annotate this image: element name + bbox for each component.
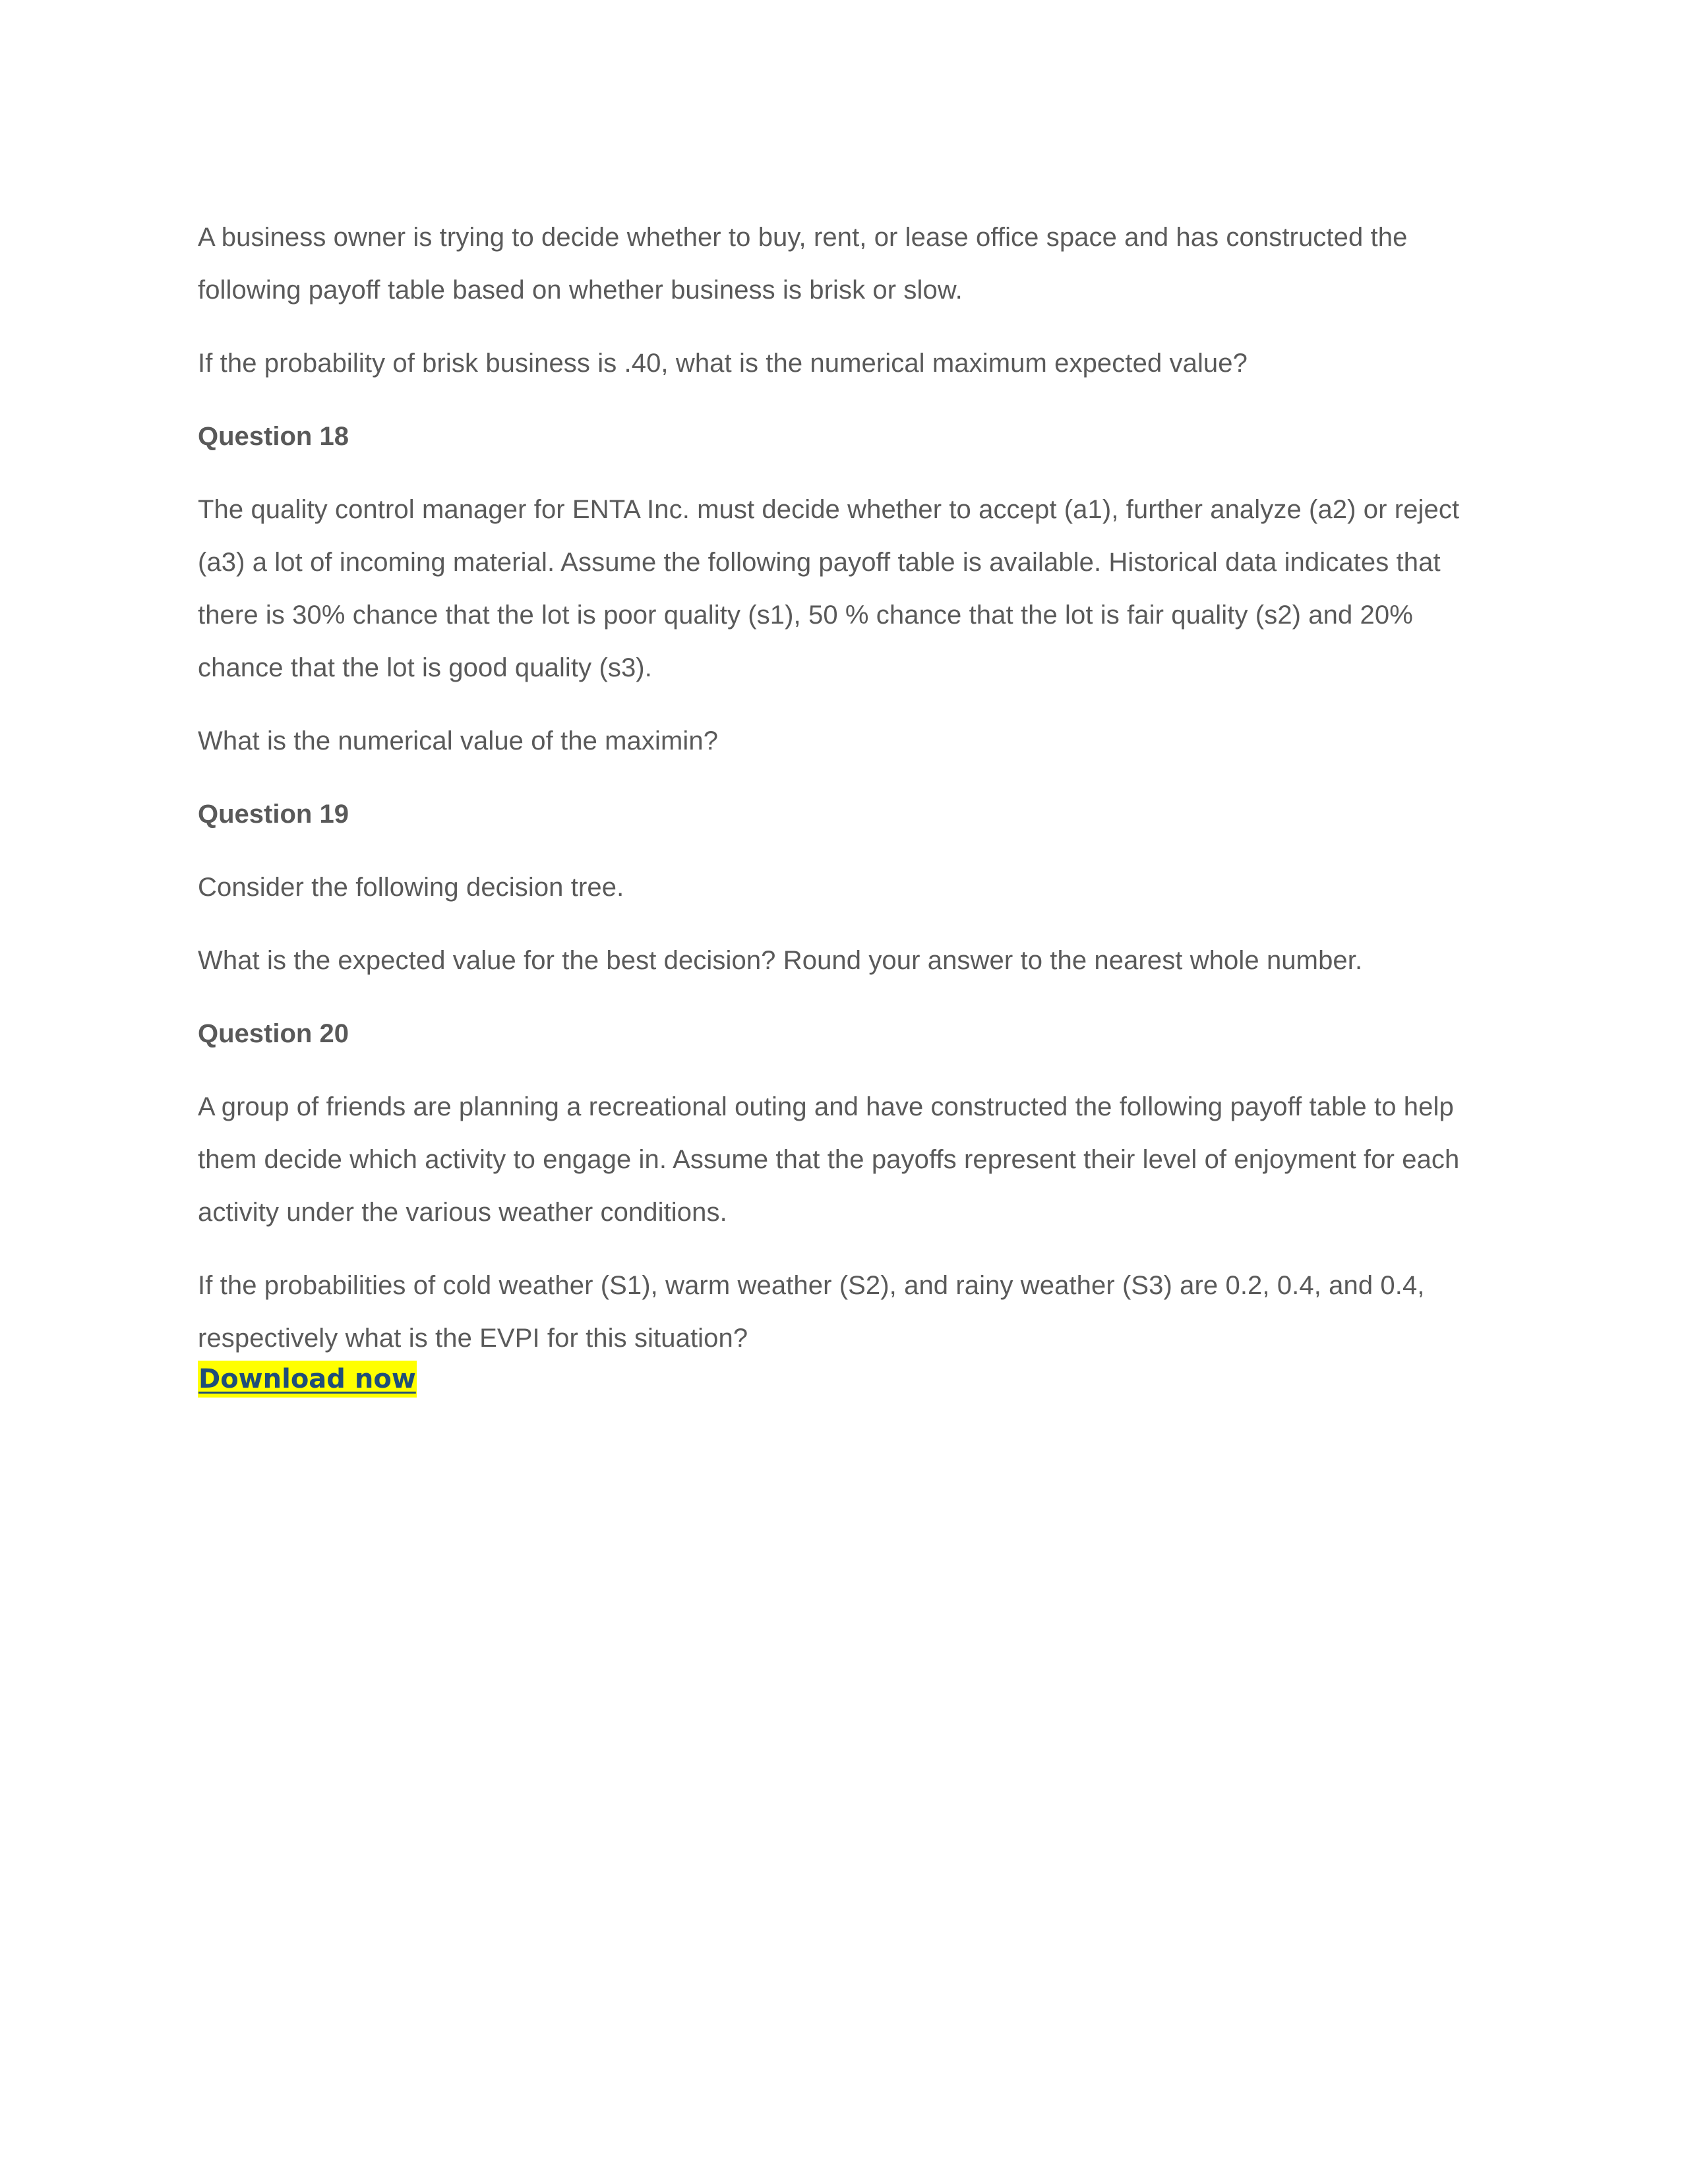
question-17-intro: A business owner is trying to decide whether to buy, rent, or lease office space and has constructed the following payoff table based on whether business is brisk or slow. [198, 223, 1408, 305]
question-19-heading: Question 19 [198, 800, 349, 829]
question-19-intro: Consider the following decision tree. [198, 873, 624, 902]
question-19-prompt: What is the expected value for the best decision? Round your answer to the nearest whole number. [198, 946, 1363, 975]
question-20-heading: Question 20 [198, 1019, 349, 1048]
question-20-prompt: If the probabilities of cold weather (S1), warm weather (S2), and rainy weather (S3) are 0.2, 0.4, and 0.4, respectively what is the EVPI for this situation? [198, 1271, 1425, 1353]
question-18-prompt: What is the numerical value of the maximin? [198, 726, 719, 755]
question-17-prompt: If the probability of brisk business is .40, what is the numerical maximum expected value? [198, 349, 1248, 378]
question-18-heading: Question 18 [198, 422, 349, 451]
download-now-link[interactable]: Download now [198, 1361, 417, 1398]
question-20-intro: A group of friends are planning a recreational outing and have constructed the following payoff table to help them decide which activity to engage in. Assume that the payoffs represent their level of enjoyment for each activity under the various weather conditions. [198, 1092, 1460, 1227]
document-page [198, 211, 1490, 1398]
question-18-intro: The quality control manager for ENTA Inc. must decide whether to accept (a1), further analyze (a2) or reject (a3) a lot of incoming material. Assume the following payoff table is available. Historical data indicates that there is 30% chance that the lot is poor quality (s1), 50 % chance that the lot is fair quality (s2) and 20% chance that the lot is good quality (s3). [198, 495, 1460, 682]
